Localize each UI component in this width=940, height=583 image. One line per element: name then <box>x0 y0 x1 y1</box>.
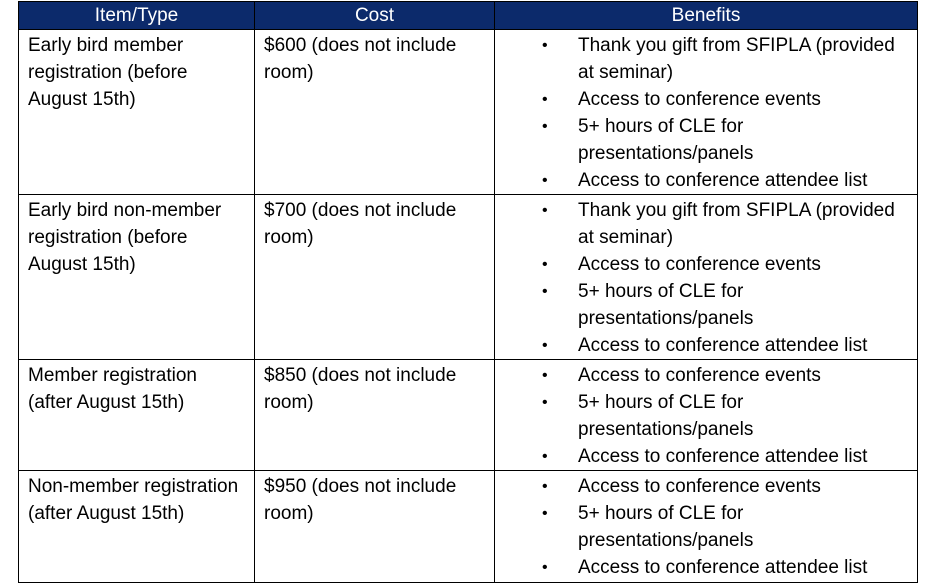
list-item <box>504 389 909 443</box>
bullet-icon: • <box>542 394 548 411</box>
table-row <box>19 360 918 471</box>
item-type-cell: Member registration (after August 15th) <box>19 360 255 471</box>
benefits-cell <box>495 471 918 583</box>
item-type-cell: Early bird member registration (before August 15th) <box>19 30 255 195</box>
registration-table <box>18 1 918 583</box>
benefit-text: Access to conference events <box>578 476 821 497</box>
benefit-text: 5+ hours of CLE for presentations/panels <box>578 281 754 329</box>
table-row <box>19 471 918 583</box>
bullet-icon: • <box>542 337 548 354</box>
benefit-text: 5+ hours of CLE for presentations/panels <box>578 392 754 440</box>
benefit-text: Access to conference attendee list <box>578 335 868 356</box>
benefit-list <box>504 362 909 470</box>
header-row <box>19 2 918 30</box>
list-item <box>504 86 909 113</box>
bullet-icon: • <box>542 559 548 576</box>
cost-cell: $850 (does not include room) <box>255 360 495 471</box>
list-item <box>504 197 909 251</box>
list-item <box>504 32 909 86</box>
table-row <box>19 195 918 360</box>
header-cost: Cost <box>255 2 495 30</box>
bullet-icon: • <box>542 118 548 135</box>
benefit-text: Access to conference events <box>578 89 821 110</box>
list-item <box>504 332 909 359</box>
benefit-text: Access to conference attendee list <box>578 446 868 467</box>
table-row <box>19 30 918 195</box>
cost-cell: $600 (does not include room) <box>255 30 495 195</box>
list-item <box>504 113 909 167</box>
list-item <box>504 473 909 500</box>
bullet-icon: • <box>542 505 548 522</box>
benefit-list <box>504 473 909 581</box>
list-item <box>504 500 909 554</box>
benefit-text: Access to conference attendee list <box>578 557 868 578</box>
bullet-icon: • <box>542 256 548 273</box>
item-type-cell: Early bird non-member registration (before August 15th) <box>19 195 255 360</box>
bullet-icon: • <box>542 367 548 384</box>
list-item <box>504 362 909 389</box>
benefits-cell <box>495 30 918 195</box>
bullet-icon: • <box>542 172 548 189</box>
benefit-text: Access to conference events <box>578 365 821 386</box>
benefit-text: Access to conference attendee list <box>578 170 868 191</box>
header-benefits: Benefits <box>495 2 918 30</box>
cost-cell: $950 (does not include room) <box>255 471 495 583</box>
bullet-icon: • <box>542 91 548 108</box>
benefit-list <box>504 197 909 359</box>
cost-cell: $700 (does not include room) <box>255 195 495 360</box>
benefits-cell <box>495 360 918 471</box>
benefits-cell <box>495 195 918 360</box>
list-item <box>504 167 909 194</box>
bullet-icon: • <box>542 478 548 495</box>
bullet-icon: • <box>542 37 548 54</box>
list-item <box>504 278 909 332</box>
list-item <box>504 554 909 581</box>
benefit-text: 5+ hours of CLE for presentations/panels <box>578 503 754 551</box>
benefit-text: Thank you gift from SFIPLA (provided at seminar) <box>578 35 895 83</box>
item-type-cell: Non-member registration (after August 15th) <box>19 471 255 583</box>
header-item-type: Item/Type <box>19 2 255 30</box>
bullet-icon: • <box>542 283 548 300</box>
benefit-text: Access to conference events <box>578 254 821 275</box>
list-item <box>504 443 909 470</box>
list-item <box>504 251 909 278</box>
benefit-list <box>504 32 909 194</box>
benefit-text: Thank you gift from SFIPLA (provided at seminar) <box>578 200 895 248</box>
bullet-icon: • <box>542 448 548 465</box>
bullet-icon: • <box>542 202 548 219</box>
benefit-text: 5+ hours of CLE for presentations/panels <box>578 116 754 164</box>
